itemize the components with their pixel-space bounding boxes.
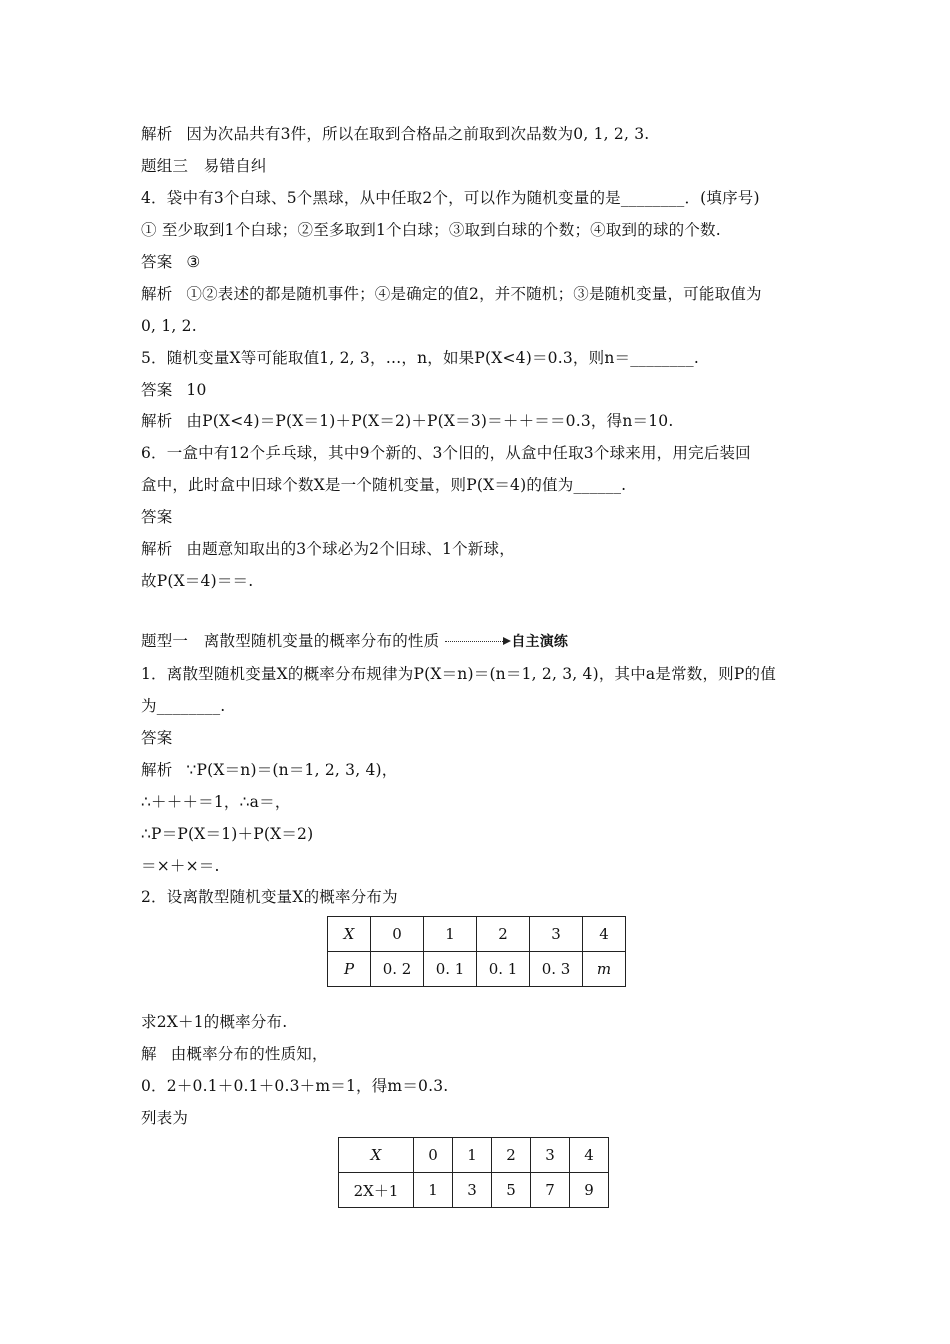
table-header-cell: P	[328, 952, 371, 987]
table-cell: 1	[453, 1138, 492, 1173]
arrow-right-icon	[445, 641, 509, 643]
section-title: 题型一 离散型随机变量的概率分布的性质	[141, 632, 440, 650]
table-cell: 0. 1	[424, 952, 477, 987]
answer-line: 答案 ③	[141, 253, 201, 271]
probability-table	[327, 916, 626, 987]
analysis-line: 解析 因为次品共有3件，所以在取到合格品之前取到次品数为0, 1, 2, 3.	[141, 125, 650, 143]
question-6-continued: 盒中，此时盒中旧球个数X是一个随机变量，则P(X＝4)的值为______.	[141, 476, 627, 494]
section-tag: 自主演练	[511, 634, 569, 650]
table-cell: 0. 1	[477, 952, 530, 987]
table-cell: 2	[492, 1138, 531, 1173]
question-1: 1．离散型随机变量X的概率分布规律为P(X＝n)＝(n＝1, 2, 3, 4)，其中a是常数，则P的值	[141, 665, 776, 683]
analysis-line: 解析 由题意知取出的3个球必为2个旧球、1个新球，	[141, 540, 515, 558]
table-cell: 3	[453, 1173, 492, 1208]
question-4: 4．袋中有3个白球、5个黑球，从中任取2个，可以作为随机变量的是________．(填序号)	[141, 189, 760, 207]
section-heading	[141, 630, 568, 653]
table-cell: 0. 2	[371, 952, 424, 987]
table-cell: 4	[583, 917, 626, 952]
transform-table	[338, 1137, 609, 1208]
table-cell: m	[583, 952, 626, 987]
table-cell: 1	[424, 917, 477, 952]
table-header-cell: X	[328, 917, 371, 952]
table-cell: 0	[371, 917, 424, 952]
group-heading: 题组三 易错自纠	[141, 157, 267, 175]
table-header-cell: 2X＋1	[339, 1173, 414, 1208]
analysis-step: ∴＋＋＋＝1，∴a＝，	[141, 793, 291, 811]
table-header-cell: X	[339, 1138, 414, 1173]
table-cell: 7	[531, 1173, 570, 1208]
analysis-line: 解析 ∵P(X＝n)＝(n＝1, 2, 3, 4)，	[141, 761, 398, 779]
table-cell: 5	[492, 1173, 531, 1208]
analysis-line: 解析 由P(X<4)＝P(X＝1)＋P(X＝2)＋P(X＝3)＝＋＋＝＝0.3，得n＝10.	[141, 412, 674, 430]
solution-line: 解 由概率分布的性质知，	[141, 1045, 328, 1063]
table-cell: 0. 3	[530, 952, 583, 987]
question-4-options: ① 至少取到1个白球；②至多取到1个白球；③取到白球的个数；④取到的球的个数.	[141, 221, 721, 239]
analysis-line: 解析 ①②表述的都是随机事件；④是确定的值2，并不随机；③是随机变量，可能取值为	[141, 285, 762, 303]
table-cell: 3	[531, 1138, 570, 1173]
table-cell: 3	[530, 917, 583, 952]
analysis-step: ∴P＝P(X＝1)＋P(X＝2)	[141, 825, 314, 843]
question-1-continued: 为________.	[141, 697, 226, 715]
table-row	[328, 952, 626, 987]
question-5: 5．随机变量X等可能取值1, 2, 3，…，n，如果P(X<4)＝0.3，则n＝________.	[141, 349, 699, 367]
table-cell: 1	[414, 1173, 453, 1208]
table-cell: 2	[477, 917, 530, 952]
analysis-continued: 故P(X＝4)＝＝.	[141, 572, 254, 590]
table-row	[339, 1173, 609, 1208]
table-row	[328, 917, 626, 952]
table-row	[339, 1138, 609, 1173]
analysis-continued: 0, 1, 2.	[141, 317, 197, 335]
table-cell: 0	[414, 1138, 453, 1173]
answer-line: 答案	[141, 729, 173, 747]
table-cell: 4	[570, 1138, 609, 1173]
answer-line: 答案 10	[141, 381, 207, 399]
solution-step: 0．2＋0.1＋0.1＋0.3＋m＝1，得m＝0.3.	[141, 1077, 449, 1095]
answer-line: 答案	[141, 508, 173, 526]
question-2-task: 求2X＋1的概率分布.	[141, 1013, 288, 1031]
analysis-step: ＝×＋×＝.	[141, 857, 220, 875]
solution-step: 列表为	[141, 1109, 189, 1127]
question-2: 2．设离散型随机变量X的概率分布为	[141, 888, 398, 906]
question-6: 6．一盒中有12个乒乓球，其中9个新的、3个旧的，从盒中任取3个球来用，用完后装回	[141, 444, 751, 462]
table-cell: 9	[570, 1173, 609, 1208]
